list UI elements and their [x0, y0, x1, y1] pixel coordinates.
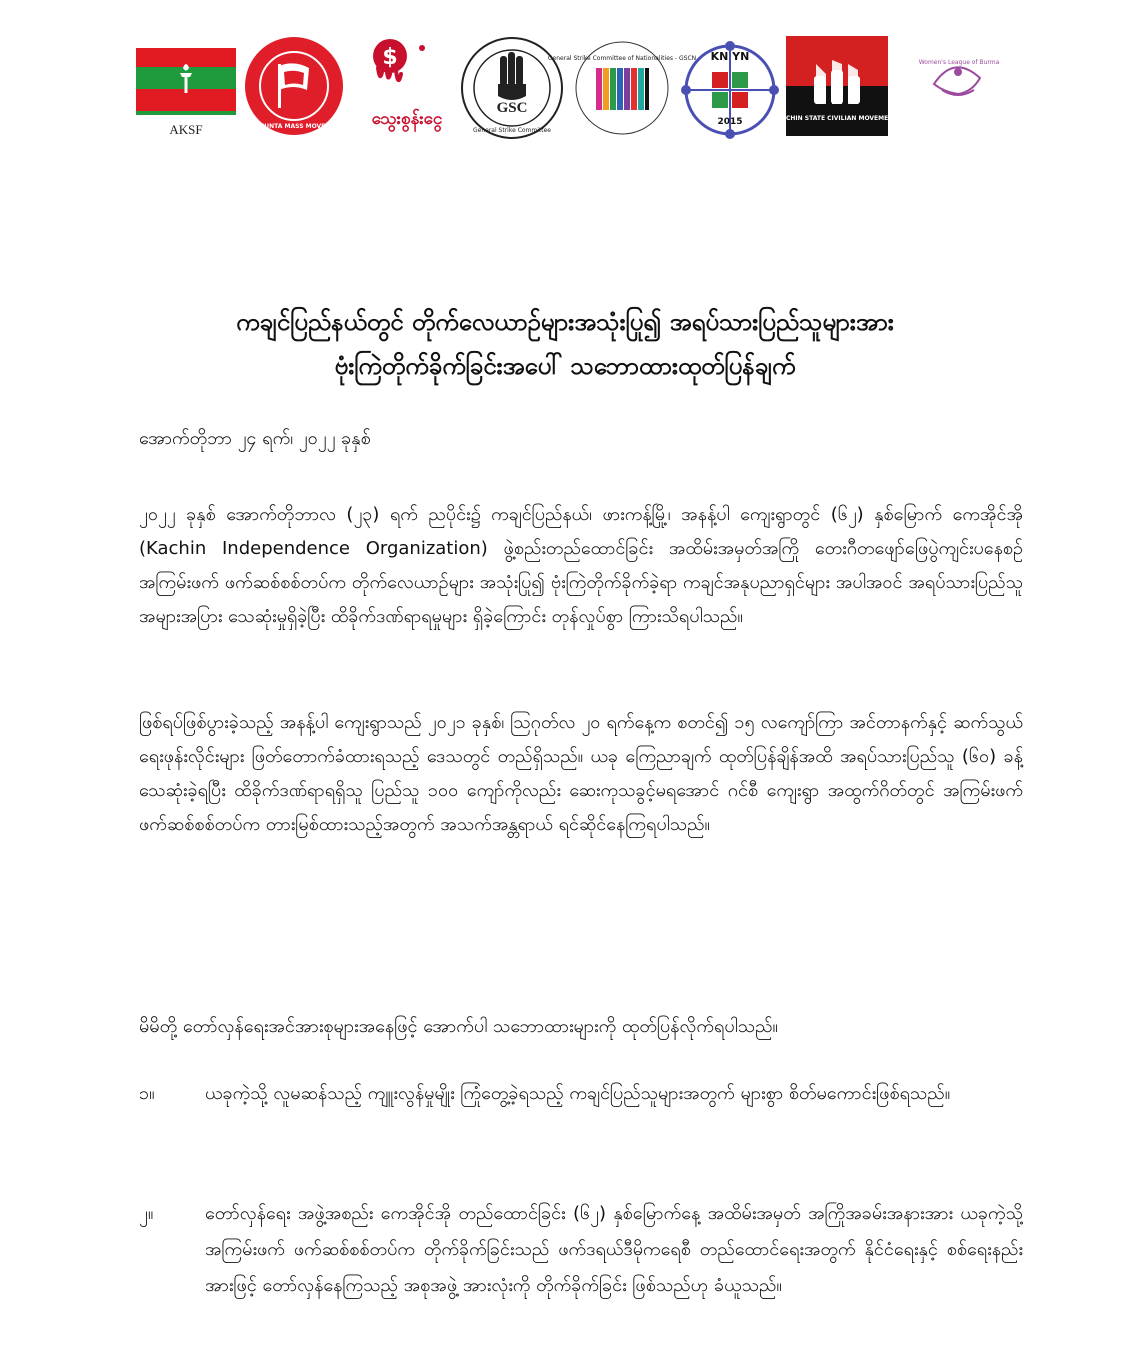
document-date: အောက်တိုဘာ ၂၄ ရက်၊ ၂၀၂၂ ခုနှစ် [139, 428, 371, 449]
kachin-cm-logo [776, 36, 898, 136]
gscn-logo [547, 38, 697, 138]
gsc-logo [460, 36, 564, 140]
statement-item-1 [139, 1076, 1023, 1112]
statement-text: ယခုကဲ့သို့ လူမဆန်သည့် ကျူးလွန်မှုမျိုး ကြုံတွေ့ခဲ့ရသည့် ကချင်ပြည်သူများအတွက် များစွာ စိတ်မကောင်းဖြစ်ရသည်။ [205, 1083, 951, 1104]
title-line-2: ဗုံးကြဲတိုက်ခိုက်ခြင်းအပေါ် သဘောထားထုတ်ပြန်ချက် [334, 352, 796, 380]
svg-text:$: $ [382, 45, 398, 70]
aksf-label: AKSF [169, 122, 203, 137]
paragraph-3: မိမိတို့ တော်လှန်ရေးအင်အားစုများအနေဖြင့် အောက်ပါ သဘောထားများကို ထုတ်ပြန်လိုက်ရပါသည်။ [139, 1016, 778, 1037]
logo-strip [134, 34, 1014, 142]
title-line-1: ကချင်ပြည်နယ်တွင် တိုက်လေယာဉ်များအသုံးပြု၍ အရပ်သားပြည်သူများအား [236, 308, 894, 336]
anti-junta-logo [244, 36, 344, 136]
women-league-logo [904, 44, 1014, 134]
women-league-text: Women's League of Burma [918, 59, 1000, 66]
paragraph-1: ၂၀၂၂ ခုနှစ် အောက်တိုဘာလ (၂၃) ရက် ညပိုင်း၌ ကချင်ပြည်နယ်၊ ဖားကန့်မြို့၊ အနန့်ပါ ကျေးရွာတွင် (၆၂) နှစ်မြောက် ကေအိုင်အို (Kachin Independence Organization) ဖွဲ့စည်းတည်ထောင်ခြင်း အထိမ်းအမှတ်အကြို တေးဂီတဖျော်ဖြေပွဲကျင်းပနေစဉ် အကြမ်းဖက် ဖက်ဆစ်စစ်တပ်က တိုက်လေယာဉ်များ အသုံးပြု၍ ဗုံးကြဲတိုက်ခိုက်ခဲ့ရာ ကချင်အနုပညာရှင်များ အပါအဝင် အရပ်သားပြည်သူ အများအပြား သေဆုံးမှုရှိခဲ့ပြီး ထိခိုက်ဒဏ်ရာရမှုများ ရှိခဲ့ကြောင်း တုန်လှုပ်စွာ ကြားသိရပါသည်။ [139, 504, 1023, 627]
knyn-logo [680, 38, 780, 142]
blood-money-text: သွေးစွန်းငွေ [371, 109, 443, 129]
paragraph-2: ဖြစ်ရပ်ဖြစ်ပွားခဲ့သည့် အနန့်ပါ ကျေးရွာသည် ၂၀၂၁ ခုနှစ်၊ ဩဂုတ်လ ၂၀ ရက်နေ့က စတင်၍ ၁၅ လကျော်ကြာ အင်တာနက်နှင့် ဆက်သွယ်ရေးဖုန်းလိုင်းများ ဖြတ်တောက်ခံထားရသည့် ဒေသတွင် တည်ရှိသည်။ ယခု ကြေညာချက် ထုတ်ပြန်ချိန်အထိ အရပ်သားပြည်သူ (၆၀) ခန့် သေဆုံးခဲ့ရပြီး ထိခိုက်ဒဏ်ရာရရှိသူ ပြည်သူ ၁၀၀ ကျော်ကိုလည်း ဆေးကုသခွင့်မရအောင် ဂင်စီ ကျေးရွာ အထွက်ဂိတ်တွင် အကြမ်းဖက် ဖက်ဆစ်စစ်တပ်က တားမြစ်ထားသည့်အတွက် အသက်အန္တရာယ် ရင်ဆိုင်နေကြရပါသည်။ [139, 712, 1023, 835]
statement-item-2 [139, 1196, 1023, 1304]
knyn-top: KN YN [710, 50, 750, 63]
statement-text: တော်လှန်ရေး အဖွဲ့အစည်း ကေအိုင်အို တည်ထောင်ခြင်း (၆၂) နှစ်မြောက်နေ့ အထိမ်းအမှတ် အကြိုအခမ်းအနားအား ယခုကဲ့သို့ အကြမ်းဖက် ဖက်ဆစ်စစ်တပ်က တိုက်ခိုက်ခြင်းသည် ဖက်ဒရယ်ဒီမိုကရေစီ တည်ထောင်ရေးအတွက် နိုင်ငံရေးနှင့် စစ်ရေးနည်းအားဖြင့် တော်လှန်နေကြသည့် အစုအဖွဲ့ အားလုံးကို တိုက်ခိုက်ခြင်း ဖြစ်သည်ဟု ခံယူသည်။ [205, 1203, 1023, 1296]
gsc-ring-text: General Strike Committee [472, 127, 552, 134]
statement-number: ၂။ [139, 1203, 154, 1224]
anti-junta-text: ANTI-JUNTA MASS MOVEMENT [243, 123, 345, 130]
gscn-text: General Strike Committee of Nationalities - GSCN [547, 55, 697, 62]
document-title [60, 300, 1070, 388]
statement-number: ၁။ [139, 1083, 155, 1104]
aksf-logo [136, 48, 236, 140]
kachin-cm-text: KACHIN STATE CIVILIAN MOVEMENT [776, 115, 898, 122]
knyn-year: 2015 [717, 117, 743, 127]
gsc-text: GSC [496, 100, 528, 116]
blood-money-logo [360, 34, 454, 138]
